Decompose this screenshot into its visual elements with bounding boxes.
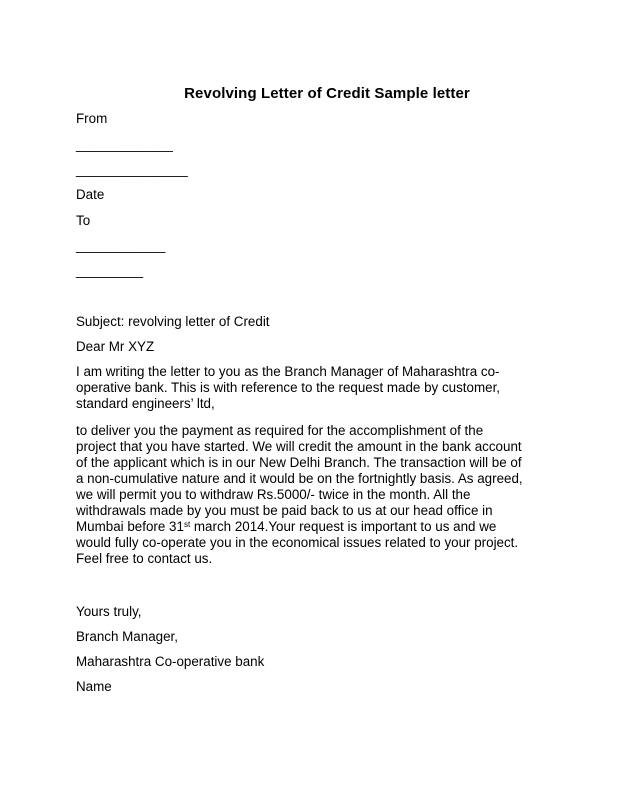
paragraph-line: [76, 519, 576, 535]
paragraph-line: withdrawals made by you must be paid back to us at our head office in: [76, 503, 493, 518]
signer-title: Branch Manager,: [76, 629, 178, 644]
date-text-continued: march 2014.Your request is important to us and we: [190, 519, 497, 534]
from-blank-line-1: _____________: [76, 137, 173, 152]
paragraph-line: would fully co-operate you in the economical issues related to your project.: [76, 535, 519, 550]
signer-organization: Maharashtra Co-operative bank: [76, 654, 265, 669]
paragraph-line: operative bank. This is with reference to the request made by customer,: [76, 380, 501, 395]
document-title: Revolving Letter of Credit Sample letter: [184, 85, 470, 102]
paragraph-line: Feel free to contact us.: [76, 551, 213, 566]
to-blank-line-1: ____________: [76, 238, 166, 253]
date-label: Date: [76, 187, 105, 202]
paragraph-line: a non-cumulative nature and it would be on the fortnightly basis. As agreed,: [76, 471, 523, 486]
signer-name: Name: [76, 679, 112, 694]
paragraph-intro: [76, 364, 576, 412]
paragraph-line: to deliver you the payment as required for the accomplishment of the: [76, 423, 484, 438]
paragraph-line: project that you have started. We will credit the amount in the bank account: [76, 439, 522, 454]
subject-line: Subject: revolving letter of Credit: [76, 314, 270, 329]
paragraph-line: I am writing the letter to you as the Branch Manager of Maharashtra co-: [76, 364, 500, 379]
to-label: To: [76, 213, 91, 228]
from-blank-line-2: _______________: [76, 162, 188, 177]
date-text: Mumbai before 31: [76, 519, 184, 534]
paragraph-line: standard engineers’ ltd,: [76, 396, 215, 411]
from-label: From: [76, 111, 108, 126]
ordinal-suffix: st: [183, 520, 191, 529]
paragraph-body: [76, 423, 576, 567]
paragraph-line: we will permit you to withdraw Rs.5000/- twice in the month. All the: [76, 487, 471, 502]
to-blank-line-2: _________: [76, 263, 144, 278]
paragraph-line: of the applicant which is in our New Delhi Branch. The transaction will be of: [76, 455, 522, 470]
salutation: Dear Mr XYZ: [76, 339, 155, 354]
closing: Yours truly,: [76, 604, 142, 619]
